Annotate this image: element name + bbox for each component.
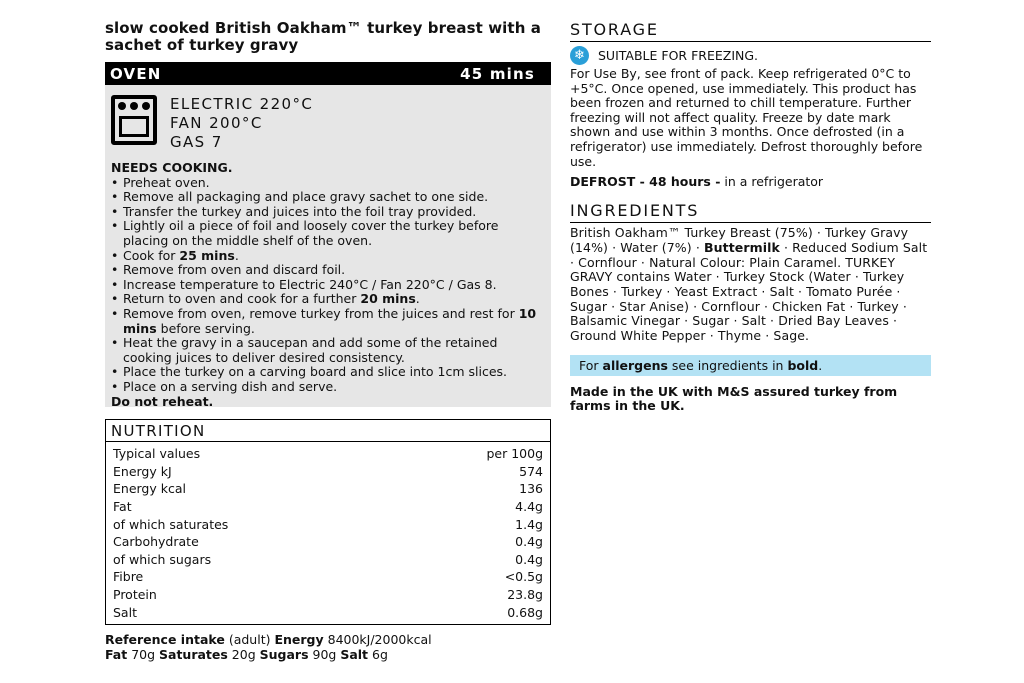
do-not-reheat-label: Do not reheat. xyxy=(111,393,214,409)
cooking-step xyxy=(111,219,545,248)
text-run: Place the turkey on a carving board and slice into 1cm slices. xyxy=(123,364,508,380)
nutrition-panel xyxy=(105,419,551,625)
cooking-step xyxy=(111,278,545,293)
nutrition-row xyxy=(106,498,550,516)
nutrient-value: 0.4g xyxy=(515,534,543,550)
text-run: Preheat oven. xyxy=(123,174,210,190)
storage-text: For Use By, see front of pack. Keep refrigerated 0°C to +5°C. Once opened, use immediately. This product has been frozen and returned to chill temperature. Further freezing will not affect quality. Freeze by date mark shown and use within 3 months. Once defrosted (in a refrigerator) use immediately. Defrost thoroughly before use. xyxy=(570,66,923,169)
made-in-uk-note: Made in the UK with M&S assured turkey from farms in the UK. xyxy=(570,383,898,414)
text-run: Remove from oven, remove turkey from the juices and rest for xyxy=(123,305,519,321)
text-run: . xyxy=(415,291,420,307)
text-run: before serving. xyxy=(156,320,255,336)
cooking-step xyxy=(111,380,545,395)
storage-title: STORAGE xyxy=(570,20,931,42)
text-run: in a refrigerator xyxy=(720,174,824,190)
defrost-line xyxy=(570,174,931,189)
text-run: Remove all packaging and place gravy sachet to one side. xyxy=(123,189,489,205)
text-run: For xyxy=(579,357,603,373)
text-run: . xyxy=(818,357,823,373)
nutrient-label: Protein xyxy=(113,587,157,603)
nutrient-value: 0.68g xyxy=(507,604,543,620)
bold-text: Reference intake xyxy=(105,632,225,647)
text-run: Lightly oil a piece of foil and loosely cover the turkey before placing on the middle shelf of the oven. xyxy=(123,218,499,248)
oven-icon xyxy=(111,95,157,145)
nutrition-row xyxy=(106,515,550,533)
nutrient-label: Energy kJ xyxy=(113,463,172,479)
text-run: · Reduced Sodium Salt · Cornflour · Natural Colour: Plain Caramel. TURKEY GRAVY contains Water · Turkey Stock (Water · Turkey Bones · Turkey · Yeast Extract · Salt · Tomato Purée · Sugar · Star Anise) · Cornflour · Chicken Fat · Turkey · Balsamic Vinegar · Sugar · Salt · Dried Bay Leaves · Ground White Pepper · Thyme · Sage. xyxy=(570,239,928,344)
temp-electric: ELECTRIC 220°C xyxy=(170,95,314,113)
oven-header-bar xyxy=(105,62,551,85)
cooking-step xyxy=(111,336,545,365)
nutrient-value: <0.5g xyxy=(504,569,543,585)
bold-text: 20 mins xyxy=(360,291,416,307)
oven-settings xyxy=(111,95,545,152)
text-run: 6g xyxy=(368,647,388,662)
cooking-instructions xyxy=(111,161,545,409)
bold-text: Sugars xyxy=(259,647,309,662)
reference-intake xyxy=(105,632,551,662)
nutrition-row xyxy=(106,603,550,621)
text-run: Place on a serving dish and serve. xyxy=(123,378,338,394)
nutrition-row xyxy=(106,480,550,498)
nutrient-label: of which sugars xyxy=(113,551,212,567)
freezing-label: SUITABLE FOR FREEZING. xyxy=(598,47,759,63)
text-run: Increase temperature to Electric 240°C / Fan 220°C / Gas 8. xyxy=(123,276,497,292)
nutrition-row xyxy=(106,568,550,586)
reference-intake-line-1 xyxy=(105,632,551,647)
nutrient-label: Fibre xyxy=(113,569,144,585)
bold-text: Salt xyxy=(340,647,369,662)
cooking-step xyxy=(111,205,545,220)
cooking-step xyxy=(111,190,545,205)
nutrition-row xyxy=(106,551,550,569)
cooking-step xyxy=(111,249,545,264)
left-column xyxy=(105,20,551,662)
text-run: Heat the gravy in a saucepan and add some of the retained cooking juices to deliver desired consistency. xyxy=(123,335,498,365)
bold-text: 10 mins xyxy=(123,305,537,336)
text-run: British Oakham™ Turkey Breast (75%) · Turkey Gravy (14%) · Water (7%) · xyxy=(570,225,909,255)
cooking-step xyxy=(111,307,545,336)
temp-gas: GAS 7 xyxy=(170,133,223,151)
nutrient-value: 574 xyxy=(519,463,543,479)
text-run: 20g xyxy=(227,647,260,662)
nutrition-row xyxy=(106,533,550,551)
bold-text: DEFROST - 48 hours - xyxy=(570,174,721,190)
cooking-step xyxy=(111,263,545,278)
ingredients-text xyxy=(570,226,931,344)
nutrition-title: NUTRITION xyxy=(106,420,550,442)
nutrient-label: Energy kcal xyxy=(113,481,186,497)
cooking-step xyxy=(111,292,545,307)
product-title: slow cooked British Oakham™ turkey breast with a sachet of turkey gravy xyxy=(105,19,542,54)
nutrition-row xyxy=(106,445,550,463)
nutrient-value: 136 xyxy=(519,481,543,497)
oven-temperatures xyxy=(170,95,313,152)
nutrition-table xyxy=(106,445,550,621)
allergen-notice xyxy=(570,355,931,376)
text-run: (adult) xyxy=(224,632,275,647)
text-run: Transfer the turkey and juices into the foil tray provided. xyxy=(123,203,477,219)
snowflake-icon: ❄ xyxy=(570,46,589,65)
reference-intake-line-2 xyxy=(105,647,551,662)
nutrient-value: 23.8g xyxy=(507,587,543,603)
text-run: see ingredients in xyxy=(667,357,788,373)
text-run: . xyxy=(234,247,239,263)
text-run: Remove from oven and discard foil. xyxy=(123,262,346,278)
nutrient-label: Salt xyxy=(113,604,137,620)
nutrient-value: 4.4g xyxy=(515,499,543,515)
nutrient-label: Carbohydrate xyxy=(113,534,199,550)
bold-text: Buttermilk xyxy=(704,239,780,255)
oven-time: 45 mins xyxy=(460,64,535,83)
bold-text: bold xyxy=(787,357,819,373)
nutrition-row xyxy=(106,463,550,481)
nutrient-value: 0.4g xyxy=(515,551,543,567)
cooking-steps-list xyxy=(111,176,545,395)
needs-cooking-label: NEEDS COOKING. xyxy=(111,160,233,175)
bold-text: Energy xyxy=(274,632,324,647)
text-run: Return to oven and cook for a further xyxy=(123,291,361,307)
right-column xyxy=(570,20,931,414)
text-run: 70g xyxy=(127,647,160,662)
cooking-step xyxy=(111,176,545,191)
text-run: 8400kJ/2000kcal xyxy=(323,632,432,647)
nutrient-value: per 100g xyxy=(486,446,543,462)
freezing-row xyxy=(570,45,931,65)
nutrient-label: of which saturates xyxy=(113,516,229,532)
bold-text: 25 mins xyxy=(179,247,235,263)
nutrition-row xyxy=(106,586,550,604)
nutrient-value: 1.4g xyxy=(515,516,543,532)
text-run: Cook for xyxy=(123,247,180,263)
oven-label: OVEN xyxy=(110,64,162,83)
ingredients-title: INGREDIENTS xyxy=(570,201,931,223)
nutrient-label: Fat xyxy=(113,499,132,515)
bold-text: Fat xyxy=(105,647,128,662)
temp-fan: FAN 200°C xyxy=(170,114,263,132)
oven-instructions-box xyxy=(105,85,551,407)
text-run: 90g xyxy=(308,647,341,662)
bold-text: allergens xyxy=(602,357,668,373)
cooking-step xyxy=(111,365,545,380)
bold-text: Saturates xyxy=(159,647,228,662)
nutrient-label: Typical values xyxy=(113,446,201,462)
